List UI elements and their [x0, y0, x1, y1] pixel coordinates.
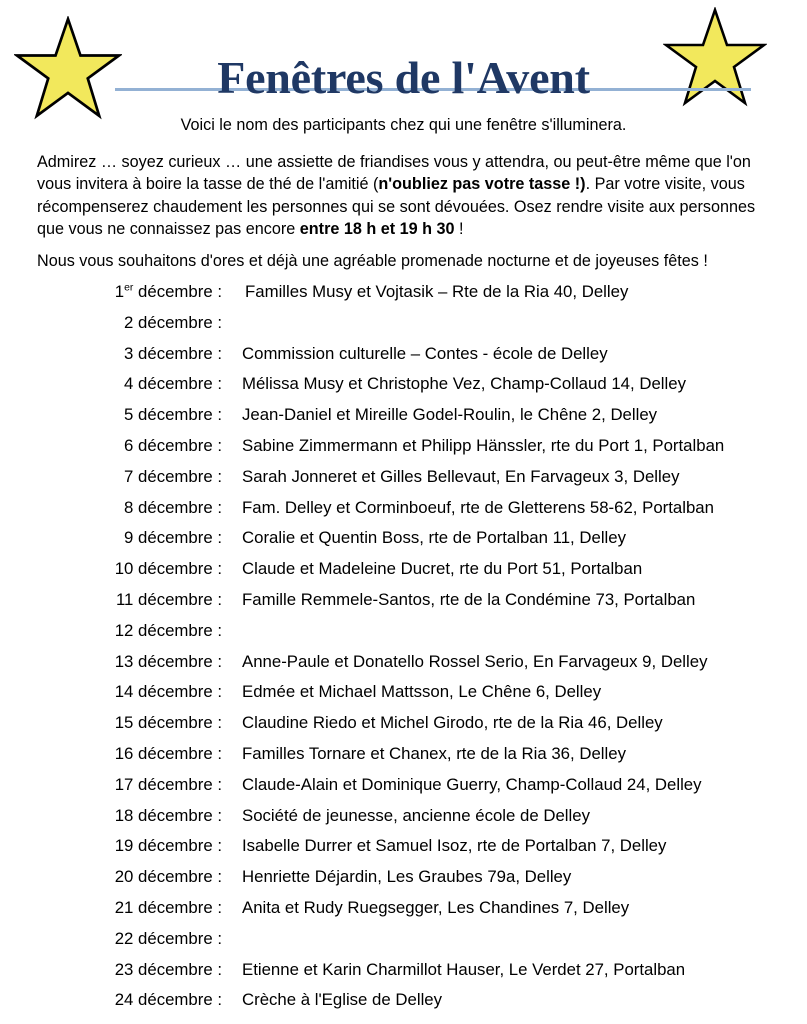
calendar-row: [0, 620, 807, 651]
calendar-date: 19 décembre :: [114, 836, 222, 856]
calendar-row: [0, 373, 807, 404]
calendar-row: [0, 527, 807, 558]
calendar-row: [0, 897, 807, 928]
calendar-date: 4 décembre :: [124, 374, 222, 394]
calendar-date: 12 décembre :: [114, 620, 222, 640]
calendar-participant: Familles Musy et Vojtasik – Rte de la Ria 40, Delley: [245, 282, 629, 301]
calendar-date: 11 décembre :: [115, 589, 222, 609]
calendar-participant: Fam. Delley et Corminboeuf, rte de Gletterens 58-62, Portalban: [242, 497, 714, 517]
calendar-participant: Claudine Riedo et Michel Girodo, rte de la Ria 46, Delley: [242, 713, 663, 733]
intro-section: [37, 108, 770, 272]
calendar-date: 21 décembre :: [114, 897, 222, 917]
calendar-row: [0, 281, 807, 312]
calendar-participant: Commission culturelle – Contes - école de Delley: [242, 343, 608, 363]
calendar-date: 2 décembre :: [124, 312, 222, 332]
calendar-row: [0, 466, 807, 497]
calendar-date: 9 décembre :: [124, 528, 222, 548]
calendar-row: [0, 312, 807, 343]
calendar-row: [0, 989, 807, 1020]
calendar-participant: Isabelle Durrer et Samuel Isoz, rte de Portalban 7, Delley: [242, 836, 667, 856]
calendar-date-ordinal-suffix: er: [124, 282, 134, 294]
intro-paragraph-2: Nous vous souhaitons d'ores et déjà une agréable promenade nocturne et de joyeuses fêtes !: [37, 251, 708, 270]
calendar-row: [0, 774, 807, 805]
calendar-date: 14 décembre :: [114, 682, 222, 702]
intro-p1-text-2: . Par votre visite, vous récompenserez chaudement les personnes qui se sont dévouées. Osez rendre visite aux personnes que vous ne connaissez pas encore: [37, 175, 756, 238]
calendar-row: [0, 743, 807, 774]
calendar-date: 1er décembre :: [114, 282, 222, 301]
calendar-row: [0, 866, 807, 897]
intro-p1-text-1: Admirez … soyez curieux … une assiette de friandises vous y attendra, ou peut-être même que l'on vous invitera à boire la tasse de thé de l'amitié (: [37, 152, 751, 193]
calendar-row: [0, 404, 807, 435]
calendar-participant: Claude et Madeleine Ducret, rte du Port 51, Portalban: [242, 559, 643, 579]
calendar-date: 13 décembre :: [114, 651, 222, 671]
calendar-row: [0, 651, 807, 682]
calendar-participant: Crèche à l'Eglise de Delley: [242, 990, 443, 1010]
calendar-date: 24 décembre :: [114, 990, 222, 1010]
calendar-date: 10 décembre :: [114, 559, 222, 579]
calendar-date: 6 décembre :: [124, 435, 222, 455]
calendar-date: 20 décembre :: [114, 867, 222, 887]
calendar-participant: Familles Tornare et Chanex, rte de la Ria 36, Delley: [242, 743, 626, 763]
calendar-row: [0, 928, 807, 959]
calendar-date: 23 décembre :: [114, 959, 222, 979]
calendar-date: 7 décembre :: [124, 466, 222, 486]
calendar-row: [0, 589, 807, 620]
calendar-participant: Edmée et Michael Mattsson, Le Chêne 6, Delley: [242, 682, 602, 702]
calendar-date: 18 décembre :: [114, 805, 222, 825]
calendar-date: 17 décembre :: [114, 774, 222, 794]
intro-p1-bold-1: n'oubliez pas votre tasse !): [378, 175, 586, 193]
calendar-date: 3 décembre :: [124, 343, 222, 363]
calendar-date: 5 décembre :: [124, 405, 222, 425]
calendar-row: [0, 558, 807, 589]
intro-lead: Voici le nom des participants chez qui une fenêtre s'illuminera.: [180, 116, 627, 134]
calendar-participant: Sabine Zimmermann et Philipp Hänssler, rte du Port 1, Portalban: [242, 435, 725, 455]
page-title: Fenêtres de l'Avent: [217, 51, 590, 103]
calendar-participant: Coralie et Quentin Boss, rte de Portalban 11, Delley: [242, 528, 627, 548]
calendar-participant: Etienne et Karin Charmillot Hauser, Le Verdet 27, Portalban: [242, 959, 686, 979]
calendar-date: 22 décembre :: [114, 928, 222, 948]
calendar-participant: Henriette Déjardin, Les Graubes 79a, Delley: [242, 867, 572, 887]
calendar-row: [0, 343, 807, 374]
calendar-row: [0, 805, 807, 836]
calendar-date: 8 décembre :: [124, 497, 222, 517]
calendar-row: [0, 497, 807, 528]
calendar-date: 15 décembre :: [114, 713, 222, 733]
calendar-row: [0, 435, 807, 466]
calendar-participant: Sarah Jonneret et Gilles Bellevaut, En Farvageux 3, Delley: [242, 466, 680, 486]
calendar-participant: Anne-Paule et Donatello Rossel Serio, En Farvageux 9, Delley: [242, 651, 708, 671]
document-header: [0, 0, 807, 108]
calendar-date: 16 décembre :: [114, 743, 222, 763]
calendar-row: [0, 959, 807, 990]
calendar-row: [0, 712, 807, 743]
intro-paragraph-1: [37, 151, 770, 241]
calendar-row: [0, 681, 807, 712]
calendar-participant: Jean-Daniel et Mireille Godel-Roulin, le Chêne 2, Delley: [242, 405, 658, 425]
calendar-participant: Claude-Alain et Dominique Guerry, Champ-Collaud 24, Delley: [242, 774, 702, 794]
calendar-participant: Mélissa Musy et Christophe Vez, Champ-Collaud 14, Delley: [242, 374, 686, 394]
calendar-participant: Famille Remmele-Santos, rte de la Condémine 73, Portalban: [242, 589, 696, 609]
calendar-participant: Anita et Rudy Ruegsegger, Les Chandines 7, Delley: [242, 897, 630, 917]
intro-p1-bold-2: entre 18 h et 19 h 30: [299, 220, 455, 238]
calendar-row: [0, 835, 807, 866]
intro-p1-text-3: !: [454, 220, 464, 238]
calendar-participant: Société de jeunesse, ancienne école de Delley: [242, 805, 590, 825]
advent-calendar-list: [0, 281, 807, 1020]
